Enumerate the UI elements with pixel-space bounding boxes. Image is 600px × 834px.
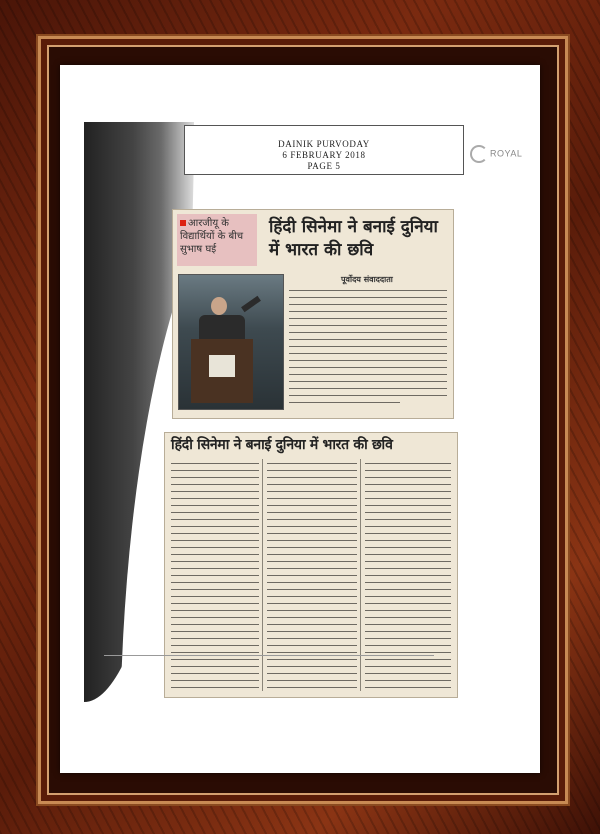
newspaper-name: DAINIK PURVODAY — [278, 139, 370, 149]
column-rule — [360, 459, 361, 691]
kicker-box — [177, 214, 257, 266]
speaker-at-podium-photo — [178, 274, 284, 410]
article-text-lines-top — [289, 290, 447, 409]
royal-logo-text: ROYAL — [490, 148, 523, 159]
sheet-bottom-rule — [104, 655, 434, 656]
kicker-text: आरजीयू के विद्यार्थियों के बीच सुभाष घई — [180, 218, 244, 255]
byline: पूर्वोदय संवाददाता — [341, 275, 393, 284]
red-square-icon — [180, 220, 186, 226]
column-rule — [262, 459, 263, 691]
headline-bottom: हिंदी सिनेमा ने बनाई दुनिया में भारत की छवि — [171, 437, 393, 453]
person-head — [211, 297, 227, 315]
person-arm — [241, 296, 261, 312]
royal-logo — [470, 145, 522, 163]
article-text-column-3 — [365, 463, 451, 694]
publication-date: 6 FEBRUARY 2018 — [282, 150, 366, 160]
article-text-column-1 — [171, 463, 259, 694]
publication-header — [184, 125, 464, 175]
podium-sign — [209, 355, 235, 377]
mounted-sheet — [60, 65, 540, 773]
page-number: PAGE 5 — [307, 161, 341, 171]
article-text-column-2 — [267, 463, 357, 694]
royal-logo-icon — [470, 145, 488, 163]
news-clipping-top — [172, 209, 454, 419]
headline-top: हिंदी सिनेमा ने बनाई दुनिया में भारत की छवि — [269, 217, 438, 260]
news-clipping-bottom — [164, 432, 458, 698]
